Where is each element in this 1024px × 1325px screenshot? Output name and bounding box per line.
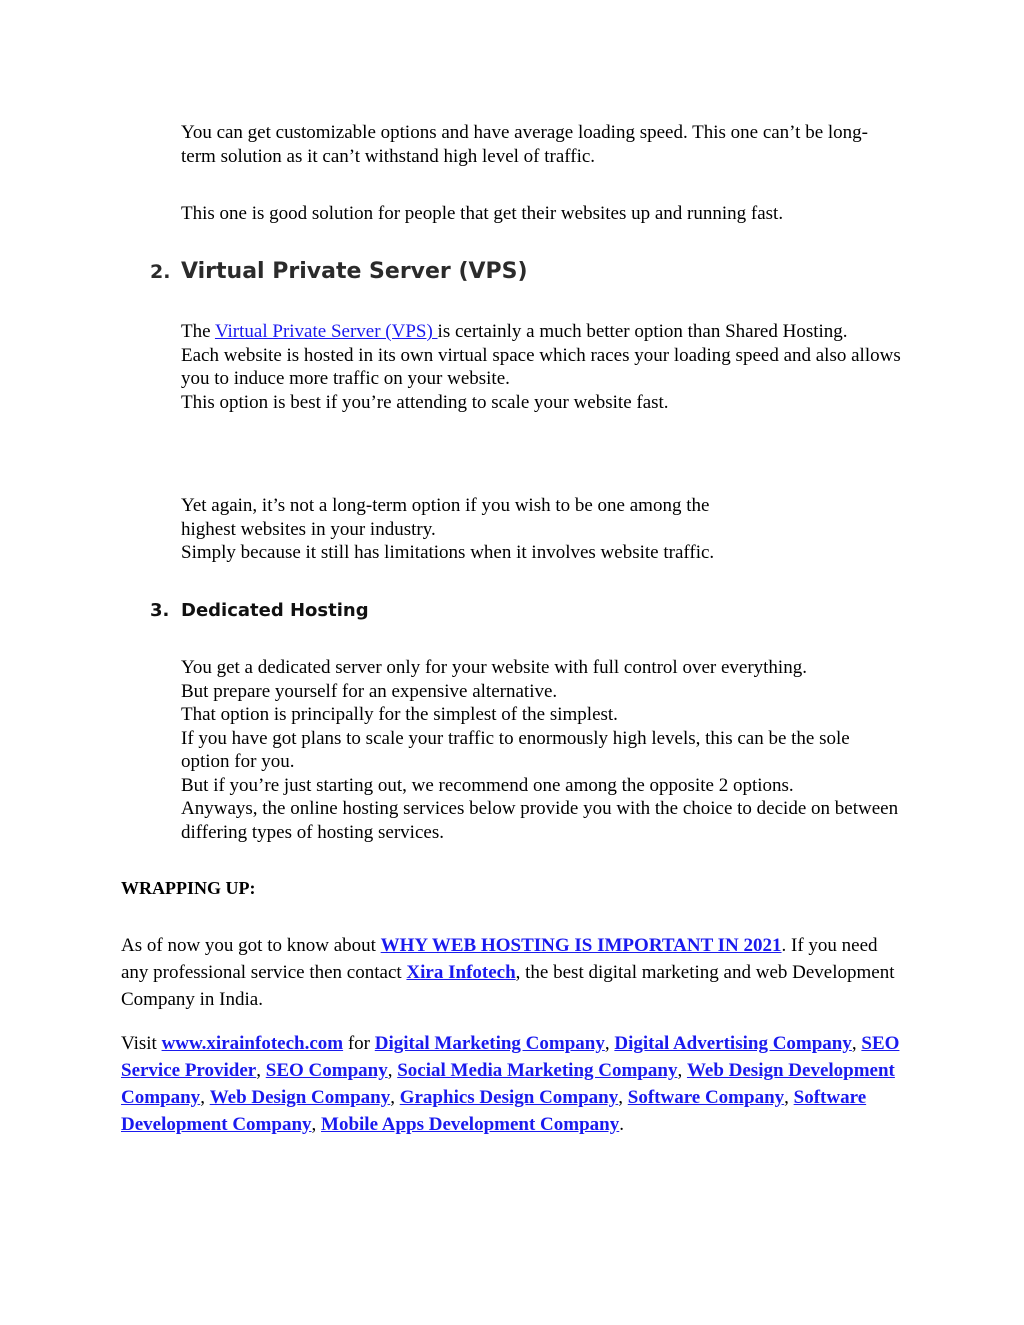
visit-for: for — [343, 1033, 375, 1054]
why-web-hosting-link[interactable]: WHY WEB HOSTING IS IMPORTANT IN 2021 — [380, 935, 782, 956]
separator: , — [387, 1060, 398, 1081]
separator: , — [256, 1060, 266, 1081]
dedicated-line: That option is principally for the simplest of the simplest. — [181, 704, 618, 725]
vps-text-line-6: Simply because it still has limitations when it involves website traffic. — [181, 542, 715, 563]
separator: , — [784, 1087, 794, 1108]
wrapping-mid: . If you need any professional service then contact — [121, 935, 878, 983]
separator: , — [677, 1060, 687, 1081]
section-number: 3. — [150, 600, 170, 621]
service-link-seo-provider[interactable]: SEO Service Provider — [121, 1033, 900, 1081]
vps-paragraph-2 — [181, 494, 901, 565]
section-number: 2. — [150, 261, 171, 283]
separator: , — [851, 1033, 862, 1054]
dedicated-line: Anyways, the online hosting services below provide you with the choice to decide on between differing types of hosting services. — [181, 798, 899, 843]
vps-link[interactable]: Virtual Private Server (VPS) — [214, 321, 438, 342]
service-link-mobile-apps[interactable]: Mobile Apps Development Company — [321, 1114, 620, 1135]
intro-paragraph-1 — [181, 121, 901, 168]
dedicated-line: If you have got plans to scale your traffic to enormously high levels, this can be the sole option for you. — [181, 727, 850, 772]
dedicated-line: But prepare yourself for an expensive alternative. — [181, 680, 558, 702]
dedicated-line: You get a dedicated server only for your website with full control over everything. — [181, 657, 807, 678]
vps-text-line-1 — [181, 320, 901, 344]
section-title: Virtual Private Server (VPS) — [181, 259, 528, 284]
end-punctuation: . — [619, 1114, 624, 1135]
separator: , — [200, 1087, 210, 1108]
service-link-seo-company[interactable]: SEO Company — [265, 1060, 388, 1081]
section-title: Dedicated Hosting — [181, 600, 369, 621]
intro-paragraph-2 — [181, 202, 901, 226]
separator: , — [311, 1114, 322, 1135]
separator: , — [390, 1087, 400, 1108]
service-link-digital-advertising[interactable]: Digital Advertising Company — [614, 1033, 852, 1054]
section-heading-dedicated — [150, 600, 369, 621]
service-link-digital-marketing[interactable]: Digital Marketing Company — [374, 1033, 605, 1054]
dedicated-line: But if you’re just starting out, we recommend one among the opposite 2 options. — [181, 774, 794, 796]
service-link-social-media[interactable]: Social Media Marketing Company — [397, 1060, 678, 1081]
service-link-web-design[interactable]: Web Design Company — [209, 1087, 391, 1108]
vps-text-line-3: This option is best if you’re attending to scale your website fast. — [181, 391, 669, 413]
dedicated-paragraph — [181, 656, 901, 844]
vps-text-line-4: Yet again, it’s not a long-term option if you wish to be one among the — [181, 495, 710, 516]
intro-text-1: You can get customizable options and have average loading speed. This one can’t be long-term solution as it can’t withstand high level of traffic. — [181, 122, 868, 167]
separator: , — [604, 1033, 615, 1054]
vps-text-line-2: Each website is hosted in its own virtual space which races your loading speed and also allows you to induce more traffic on your website. — [181, 344, 901, 389]
visit-prefix: Visit — [121, 1033, 162, 1054]
vps-prefix: The — [181, 321, 215, 342]
section-heading-vps — [150, 259, 528, 284]
wrapping-paragraph — [121, 932, 901, 1013]
website-link[interactable]: www.xirainfotech.com — [161, 1033, 344, 1054]
service-link-web-design-development[interactable]: Web Design Development Company — [121, 1060, 895, 1108]
service-link-graphics-design[interactable]: Graphics Design Company — [399, 1087, 619, 1108]
vps-paragraph-1 — [181, 320, 901, 414]
xira-infotech-link[interactable]: Xira Infotech — [406, 962, 516, 983]
visit-paragraph — [121, 1030, 901, 1138]
service-link-software-development[interactable]: Software Development Company — [121, 1087, 867, 1135]
wrapping-prefix: As of now you got to know about — [121, 935, 381, 956]
intro-text-2: This one is good solution for people that get their websites up and running fast. — [181, 203, 784, 224]
separator: , — [618, 1087, 628, 1108]
vps-text-line-5: highest websites in your industry. — [181, 518, 436, 540]
vps-suffix: is certainly a much better option than Shared Hosting. — [437, 321, 848, 342]
wrapping-suffix: , the best digital marketing and web Development Company in India. — [121, 962, 895, 1010]
service-link-software[interactable]: Software Company — [627, 1087, 785, 1108]
wrapping-up-title: WRAPPING UP: — [121, 878, 256, 898]
